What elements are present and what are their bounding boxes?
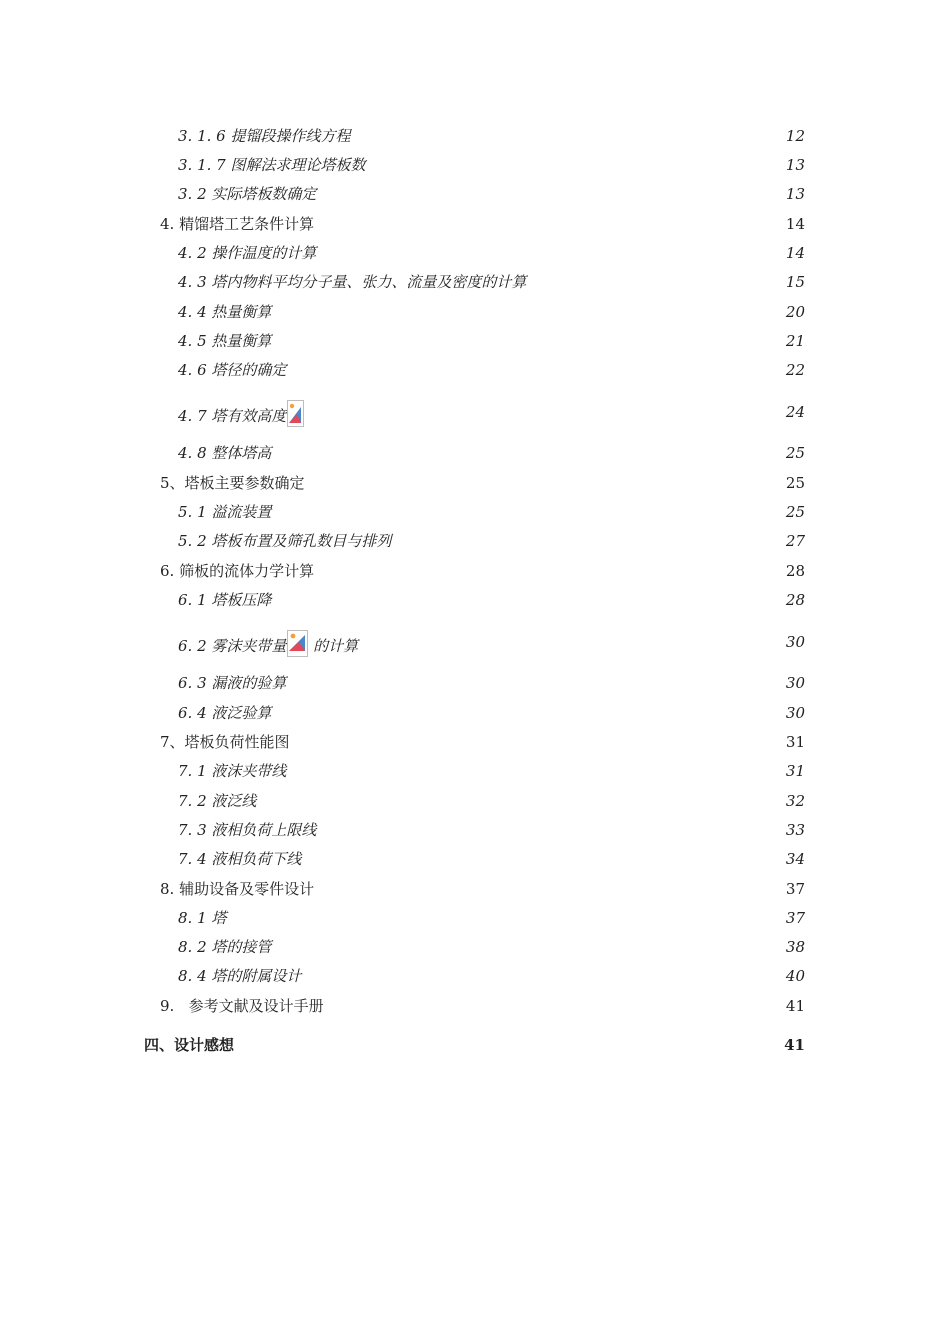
toc-entry-label: 4. 3 塔内物料平均分子量、张力、流量及密度的计算 <box>178 273 527 291</box>
toc-entry[interactable] <box>0 701 950 725</box>
toc-entry-label: 5. 1 溢流装置 <box>178 503 272 521</box>
toc-entry-label: 3. 1. 7 图解法求理论塔板数 <box>178 156 366 174</box>
toc-entry[interactable] <box>0 400 950 424</box>
toc-entry-label: 4. 2 操作温度的计算 <box>178 244 317 262</box>
toc-entry[interactable] <box>0 906 950 930</box>
toc-entry-label: 3. 1. 6 提镏段操作线方程 <box>178 127 351 145</box>
toc-entry-page: 13 <box>785 185 805 203</box>
toc-entry-label: 5、塔板主要参数确定 <box>160 474 305 492</box>
toc-entry[interactable] <box>0 759 950 783</box>
toc-entry-page: 14 <box>785 244 805 262</box>
toc-entry[interactable] <box>0 270 950 294</box>
toc-entry[interactable] <box>0 671 950 695</box>
toc-entry-label: 8. 2 塔的接管 <box>178 938 272 956</box>
toc-entry[interactable] <box>0 153 950 177</box>
toc-entry-page: 25 <box>785 444 805 462</box>
toc-entry[interactable] <box>0 124 950 148</box>
toc-entry-page: 20 <box>785 303 805 321</box>
toc-entry-page: 31 <box>785 762 805 780</box>
toc-entry[interactable] <box>0 994 950 1018</box>
toc-entry-label: 6. 1 塔板压降 <box>178 591 272 609</box>
toc-entry-label: 7、塔板负荷性能图 <box>160 733 290 751</box>
toc-entry[interactable] <box>0 964 950 988</box>
toc-entry-label: 4. 5 热量衡算 <box>178 332 272 350</box>
toc-entry[interactable] <box>0 500 950 524</box>
toc-entry-page: 14 <box>785 215 805 233</box>
toc-entry-label: 4. 4 热量衡算 <box>178 303 272 321</box>
toc-entry[interactable] <box>0 182 950 206</box>
toc-entry[interactable] <box>0 471 950 495</box>
toc-entry-label-text: 4. 7 塔有效高度 <box>178 407 287 425</box>
toc-entry-page: 30 <box>785 674 805 692</box>
toc-entry[interactable] <box>0 241 950 265</box>
broken-image-icon <box>287 400 304 427</box>
toc-entry[interactable] <box>0 847 950 871</box>
toc-entry-label: 6. 4 液泛验算 <box>178 704 272 722</box>
toc-entry-page: 37 <box>785 909 805 927</box>
toc-entry-label: 4. 6 塔径的确定 <box>178 361 287 379</box>
toc-entry-label: 8. 辅助设备及零件设计 <box>160 880 315 898</box>
toc-entry-label: 4. 8 整体塔高 <box>178 444 272 462</box>
toc-entry[interactable] <box>0 935 950 959</box>
toc-entry-label: 9. 参考文献及设计手册 <box>160 997 324 1015</box>
toc-entry-page: 12 <box>785 127 805 145</box>
toc-entry-label <box>178 630 358 658</box>
toc-entry-label: 7. 2 液泛线 <box>178 792 257 810</box>
toc-entry[interactable] <box>0 559 950 583</box>
toc-entry-page: 25 <box>785 503 805 521</box>
toc-entry[interactable] <box>0 630 950 654</box>
toc-entry-page: 28 <box>785 591 805 609</box>
toc-entry-label-suffix: 的计算 <box>308 637 359 655</box>
toc-entry-label-text: 6. 2 雾沫夹带量 <box>178 637 287 655</box>
toc-entry-label: 5. 2 塔板布置及筛孔数目与排列 <box>178 532 392 550</box>
toc-entry[interactable] <box>0 358 950 382</box>
toc-entry[interactable] <box>0 441 950 465</box>
toc-entry-label: 7. 1 液沫夹带线 <box>178 762 287 780</box>
toc-entry-label: 6. 3 漏液的验算 <box>178 674 287 692</box>
toc-entry-page: 32 <box>785 792 805 810</box>
toc-entry[interactable] <box>0 529 950 553</box>
toc-entry-label: 8. 1 塔 <box>178 909 227 927</box>
toc-entry-page: 25 <box>785 474 805 492</box>
toc-entry-page: 30 <box>785 633 805 651</box>
toc-entry-page: 34 <box>785 850 805 868</box>
toc-entry[interactable] <box>0 588 950 612</box>
toc-entry-page: 33 <box>785 821 805 839</box>
toc-entry-page: 40 <box>785 967 805 985</box>
toc-entry-page: 24 <box>785 403 805 421</box>
toc-entry[interactable] <box>0 818 950 842</box>
toc-entry[interactable] <box>0 300 950 324</box>
toc-entry-label: 6. 筛板的流体力学计算 <box>160 562 315 580</box>
toc-entry-page: 41 <box>784 1036 805 1054</box>
toc-entry-page: 28 <box>785 562 805 580</box>
toc-entry-page: 13 <box>785 156 805 174</box>
toc-entry-page: 38 <box>785 938 805 956</box>
toc-entry[interactable] <box>0 789 950 813</box>
toc-entry-page: 30 <box>785 704 805 722</box>
toc-entry-page: 21 <box>785 332 805 350</box>
broken-image-icon <box>287 630 308 657</box>
toc-entry-label: 8. 4 塔的附属设计 <box>178 967 302 985</box>
toc-entry-page: 27 <box>785 532 805 550</box>
toc-entry-page: 22 <box>785 361 805 379</box>
toc-entry-label: 4. 精馏塔工艺条件计算 <box>160 215 315 233</box>
toc-entry[interactable] <box>0 877 950 901</box>
toc-entry[interactable] <box>0 329 950 353</box>
toc-entry-label: 四、设计感想 <box>144 1036 235 1054</box>
toc-entry-label: 7. 4 液相负荷下线 <box>178 850 302 868</box>
toc-entry[interactable] <box>0 730 950 754</box>
toc-entry-label <box>178 400 304 428</box>
toc-entry-label: 7. 3 液相负荷上限线 <box>178 821 317 839</box>
toc-entry[interactable] <box>0 212 950 236</box>
toc-entry-page: 41 <box>785 997 805 1015</box>
toc-entry-label: 3. 2 实际塔板数确定 <box>178 185 317 203</box>
toc-entry[interactable] <box>0 1033 950 1057</box>
toc-entry-page: 37 <box>785 880 805 898</box>
toc-entry-page: 15 <box>785 273 805 291</box>
toc-entry-page: 31 <box>785 733 805 751</box>
